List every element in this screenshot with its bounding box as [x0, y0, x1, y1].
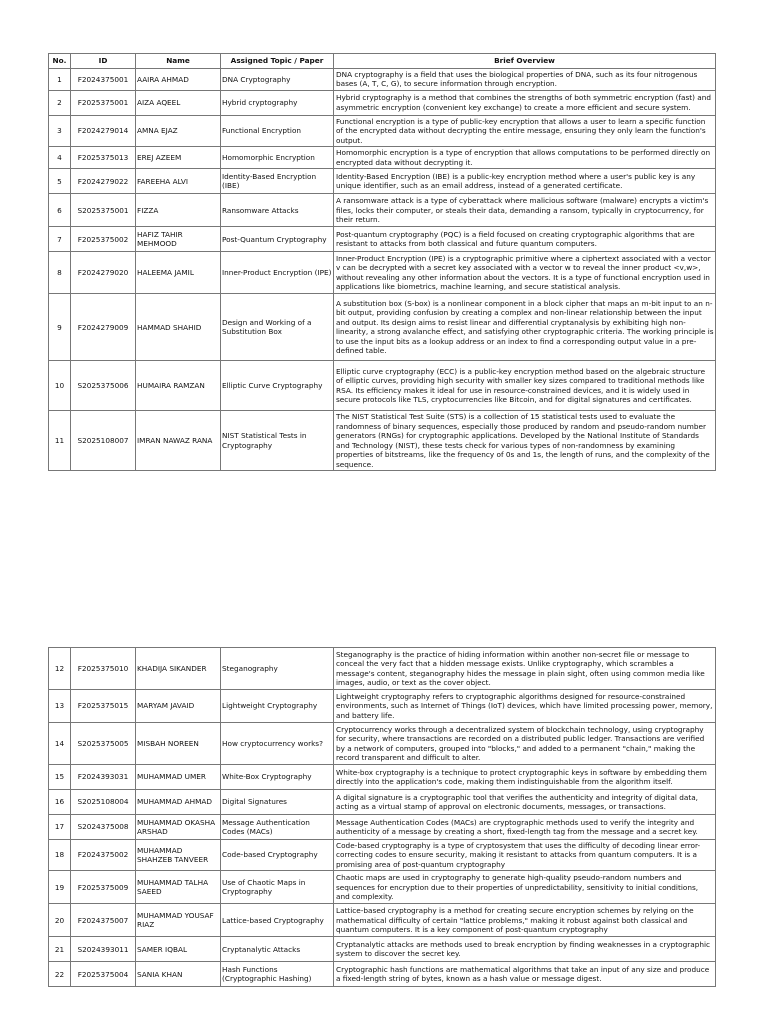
row-number: 18 [49, 840, 71, 871]
brief-overview: Homomorphic encryption is a type of encryption that allows computations to be performed directly on encrypted data without decrypting it. [334, 147, 716, 169]
table-row [49, 227, 716, 252]
row-number: 11 [49, 411, 71, 471]
table-row [49, 937, 716, 962]
assigned-topic: Ransomware Attacks [221, 194, 334, 227]
brief-overview: Functional encryption is a type of public-key encryption that allows a user to learn a specific function of the encrypted data without decrypting the entire message, ensuring they only learn the function's output. [334, 115, 716, 146]
brief-overview: Inner-Product Encryption (IPE) is a cryptographic primitive where a ciphertext associated with a vector v can be decrypted with a secret key associated with a vector w to reveal the inner product <v,w>, without revealing any other information about the vectors. It is a type of functional encryption used in applications like biometrics, machine learning, and secure statistical analysis. [334, 252, 716, 294]
student-id: S2025375005 [71, 723, 136, 765]
assigned-topic: Identity-Based Encryption (IBE) [221, 169, 334, 194]
table-row [49, 815, 716, 840]
table-row [49, 147, 716, 169]
student-name: AAIRA AHMAD [136, 69, 221, 91]
brief-overview: A ransomware attack is a type of cyberattack where malicious software (malware) encrypts a victim's files, locks their computer, or steals their data, demanding a ransom, typically in cryptocurrency, for their return. [334, 194, 716, 227]
table-row [49, 294, 716, 361]
student-name: MUHAMMAD YOUSAF RIAZ [136, 904, 221, 937]
student-id: F2025375013 [71, 147, 136, 169]
student-id: S2025375001 [71, 194, 136, 227]
student-id: S2025108007 [71, 411, 136, 471]
row-number: 7 [49, 227, 71, 252]
brief-overview: DNA cryptography is a field that uses the biological properties of DNA, such as its four nitrogenous bases (A, T, C, G), to secure information through encryption. [334, 69, 716, 91]
brief-overview: Message Authentication Codes (MACs) are cryptographic methods used to verify the integrity and authenticity of a message by creating a short, fixed-length tag from the message and a secret key. [334, 815, 716, 840]
assigned-topic: Cryptanalytic Attacks [221, 937, 334, 962]
assigned-topic: Inner-Product Encryption (IPE) [221, 252, 334, 294]
student-name: FIZZA [136, 194, 221, 227]
assigned-topic: Steganography [221, 648, 334, 690]
assigned-topic: NIST Statistical Tests in Cryptography [221, 411, 334, 471]
student-name: SANIA KHAN [136, 962, 221, 987]
row-number: 17 [49, 815, 71, 840]
table-row [49, 840, 716, 871]
assigned-topic: White-Box Cryptography [221, 765, 334, 790]
row-number: 20 [49, 904, 71, 937]
row-number: 16 [49, 790, 71, 815]
table-row [49, 169, 716, 194]
student-id: F2024279009 [71, 294, 136, 361]
row-number: 1 [49, 69, 71, 91]
table-row [49, 411, 716, 471]
header-name: Name [136, 54, 221, 69]
student-id: F2024279020 [71, 252, 136, 294]
brief-overview: Steganography is the practice of hiding information within another non-secret file or message to conceal the very fact that a hidden message exists. Unlike cryptography, which scrambles a message's content, steganography hides the message in plain sight, often using common media like images, audio, or text as the cover object. [334, 648, 716, 690]
table-row [49, 871, 716, 904]
table-row [49, 69, 716, 91]
student-name: IMRAN NAWAZ RANA [136, 411, 221, 471]
brief-overview: Identity-Based Encryption (IBE) is a public-key encryption method where a user's public key is any unique identifier, such as an email address, instead of a generated certificate. [334, 169, 716, 194]
row-number: 9 [49, 294, 71, 361]
student-name: HUMAIRA RAMZAN [136, 361, 221, 411]
student-name: MUHAMMAD AHMAD [136, 790, 221, 815]
row-number: 3 [49, 115, 71, 146]
table-row [49, 904, 716, 937]
brief-overview: Cryptocurrency works through a decentralized system of blockchain technology, using cryptography for security, where transactions are recorded on a distributed public ledger. Transactions are verified by a network of computers, grouped into "blocks," and added to a permanent "chain," making the record transparent and difficult to alter. [334, 723, 716, 765]
assigned-topic: How cryptocurrency works? [221, 723, 334, 765]
assigned-topic: Hash Functions (Cryptographic Hashing) [221, 962, 334, 987]
table-row [49, 690, 716, 723]
row-number: 15 [49, 765, 71, 790]
students-topics-table-page-2 [48, 647, 716, 987]
assigned-topic: Message Authentication Codes (MACs) [221, 815, 334, 840]
table-row [49, 361, 716, 411]
student-name: KHADIJA SIKANDER [136, 648, 221, 690]
student-name: MUHAMMAD SHAHZEB TANVEER [136, 840, 221, 871]
student-name: SAMER IQBAL [136, 937, 221, 962]
student-name: HAFIZ TAHIR MEHMOOD [136, 227, 221, 252]
row-number: 2 [49, 90, 71, 115]
row-number: 6 [49, 194, 71, 227]
row-number: 14 [49, 723, 71, 765]
student-name: MUHAMMAD TALHA SAEED [136, 871, 221, 904]
row-number: 4 [49, 147, 71, 169]
student-name: MUHAMMAD UMER [136, 765, 221, 790]
student-id: S2025108004 [71, 790, 136, 815]
brief-overview: Chaotic maps are used in cryptography to generate high-quality pseudo-random numbers and sequences for encryption due to their properties of unpredictability, sensitivity to initial conditions, and complexity. [334, 871, 716, 904]
row-number: 8 [49, 252, 71, 294]
brief-overview: Cryptographic hash functions are mathematical algorithms that take an input of any size and produce a fixed-length string of bytes, known as a hash value or message digest. [334, 962, 716, 987]
student-name: MUHAMMAD OKASHA ARSHAD [136, 815, 221, 840]
row-number: 22 [49, 962, 71, 987]
student-id: F2025375002 [71, 227, 136, 252]
assigned-topic: Digital Signatures [221, 790, 334, 815]
row-number: 12 [49, 648, 71, 690]
assigned-topic: Lattice-based Cryptography [221, 904, 334, 937]
student-id: F2025375004 [71, 962, 136, 987]
header-row [49, 54, 716, 69]
students-topics-table-page-1 [48, 53, 716, 471]
assigned-topic: DNA Cryptography [221, 69, 334, 91]
student-name: EREJ AZEEM [136, 147, 221, 169]
brief-overview: Elliptic curve cryptography (ECC) is a public-key encryption method based on the algebraic structure of elliptic curves, providing high security with smaller key sizes compared to traditional methods like RSA. Its efficiency makes it ideal for use in resource-constrained devices, and it is widely used in secure protocols like TLS, cryptocurrencies like Bitcoin, and for digital signatures and certificates. [334, 361, 716, 411]
student-id: F2024375007 [71, 904, 136, 937]
assigned-topic: Post-Quantum Cryptography [221, 227, 334, 252]
assigned-topic: Design and Working of a Substitution Box [221, 294, 334, 361]
table-row [49, 194, 716, 227]
table-row [49, 648, 716, 690]
brief-overview: Hybrid cryptography is a method that combines the strengths of both symmetric encryption (fast) and asymmetric encryption (convenient key exchange) to create a more efficient and secure system. [334, 90, 716, 115]
student-name: FAREEHA ALVI [136, 169, 221, 194]
brief-overview: Post-quantum cryptography (PQC) is a field focused on creating cryptographic algorithms that are resistant to attacks from both classical and future quantum computers. [334, 227, 716, 252]
brief-overview: Code-based cryptography is a type of cryptosystem that uses the difficulty of decoding linear error-correcting codes to ensure security, making it resistant to attacks from quantum computers. It is a promising area of post-quantum cryptography [334, 840, 716, 871]
student-id: F2025375001 [71, 90, 136, 115]
assigned-topic: Functional Encryption [221, 115, 334, 146]
student-id: F2024279022 [71, 169, 136, 194]
brief-overview: White-box cryptography is a technique to protect cryptographic keys in software by embedding them directly into the application's code, making them indistinguishable from the algorithm itself. [334, 765, 716, 790]
header-overview: Brief Overview [334, 54, 716, 69]
row-number: 19 [49, 871, 71, 904]
row-number: 5 [49, 169, 71, 194]
assigned-topic: Code-based Cryptography [221, 840, 334, 871]
student-name: MARYAM JAVAID [136, 690, 221, 723]
student-id: S2024375008 [71, 815, 136, 840]
student-name: HAMMAD SHAHID [136, 294, 221, 361]
student-id: S2024393011 [71, 937, 136, 962]
assigned-topic: Hybrid cryptography [221, 90, 334, 115]
student-id: F2025375015 [71, 690, 136, 723]
student-id: S2025375006 [71, 361, 136, 411]
table-row [49, 962, 716, 987]
table-row [49, 790, 716, 815]
row-number: 10 [49, 361, 71, 411]
header-id: ID [71, 54, 136, 69]
student-name: MISBAH NOREEN [136, 723, 221, 765]
table-row [49, 252, 716, 294]
student-id: F2024393031 [71, 765, 136, 790]
student-name: AMNA EJAZ [136, 115, 221, 146]
student-name: HALEEMA JAMIL [136, 252, 221, 294]
table-row [49, 765, 716, 790]
student-id: F2025375010 [71, 648, 136, 690]
student-id: F2024375002 [71, 840, 136, 871]
row-number: 21 [49, 937, 71, 962]
student-name: AIZA AQEEL [136, 90, 221, 115]
brief-overview: A substitution box (S-box) is a nonlinear component in a block cipher that maps an m-bit input to an n-bit output, providing confusion by creating a complex and non-linear relationship between the input and output. Its design aims to resist linear and differential cryptanalysis by exhibiting high non-linearity, a strong avalanche effect, and satisfying other cryptographic criteria. The working principle is to use the input bits as a lookup address or an index to find a corresponding output value in a pre-defined table. [334, 294, 716, 361]
header-topic: Assigned Topic / Paper [221, 54, 334, 69]
row-number: 13 [49, 690, 71, 723]
brief-overview: Lattice-based cryptography is a method for creating secure encryption schemes by relying on the mathematical difficulty of certain "lattice problems," making it robust against both classical and quantum computers. It is a key component of post-quantum cryptography [334, 904, 716, 937]
brief-overview: A digital signature is a cryptographic tool that verifies the authenticity and integrity of digital data, acting as a virtual stamp of approval on electronic documents, messages, or transactions. [334, 790, 716, 815]
header-no: No. [49, 54, 71, 69]
student-id: F2025375009 [71, 871, 136, 904]
student-id: F2024375001 [71, 69, 136, 91]
assigned-topic: Lightweight Cryptography [221, 690, 334, 723]
brief-overview: Cryptanalytic attacks are methods used to break encryption by finding weaknesses in a cryptographic system to discover the secret key. [334, 937, 716, 962]
assigned-topic: Homomorphic Encryption [221, 147, 334, 169]
table-row [49, 90, 716, 115]
brief-overview: The NIST Statistical Test Suite (STS) is a collection of 15 statistical tests used to evaluate the randomness of binary sequences, especially those produced by random and pseudo-random number generators (RNGs) for cryptographic applications. Developed by the National Institute of Standards and Technology (NIST), these tests check for various types of non-randomness by examining properties of bitstreams, like the frequency of 0s and 1s, the length of runs, and the complexity of the sequence. [334, 411, 716, 471]
brief-overview: Lightweight cryptography refers to cryptographic algorithms designed for resource-constrained environments, such as Internet of Things (IoT) devices, which have limited processing power, memory, and battery life. [334, 690, 716, 723]
student-id: F2024279014 [71, 115, 136, 146]
assigned-topic: Elliptic Curve Cryptography [221, 361, 334, 411]
table-row [49, 115, 716, 146]
assigned-topic: Use of Chaotic Maps in Cryptography [221, 871, 334, 904]
table-row [49, 723, 716, 765]
